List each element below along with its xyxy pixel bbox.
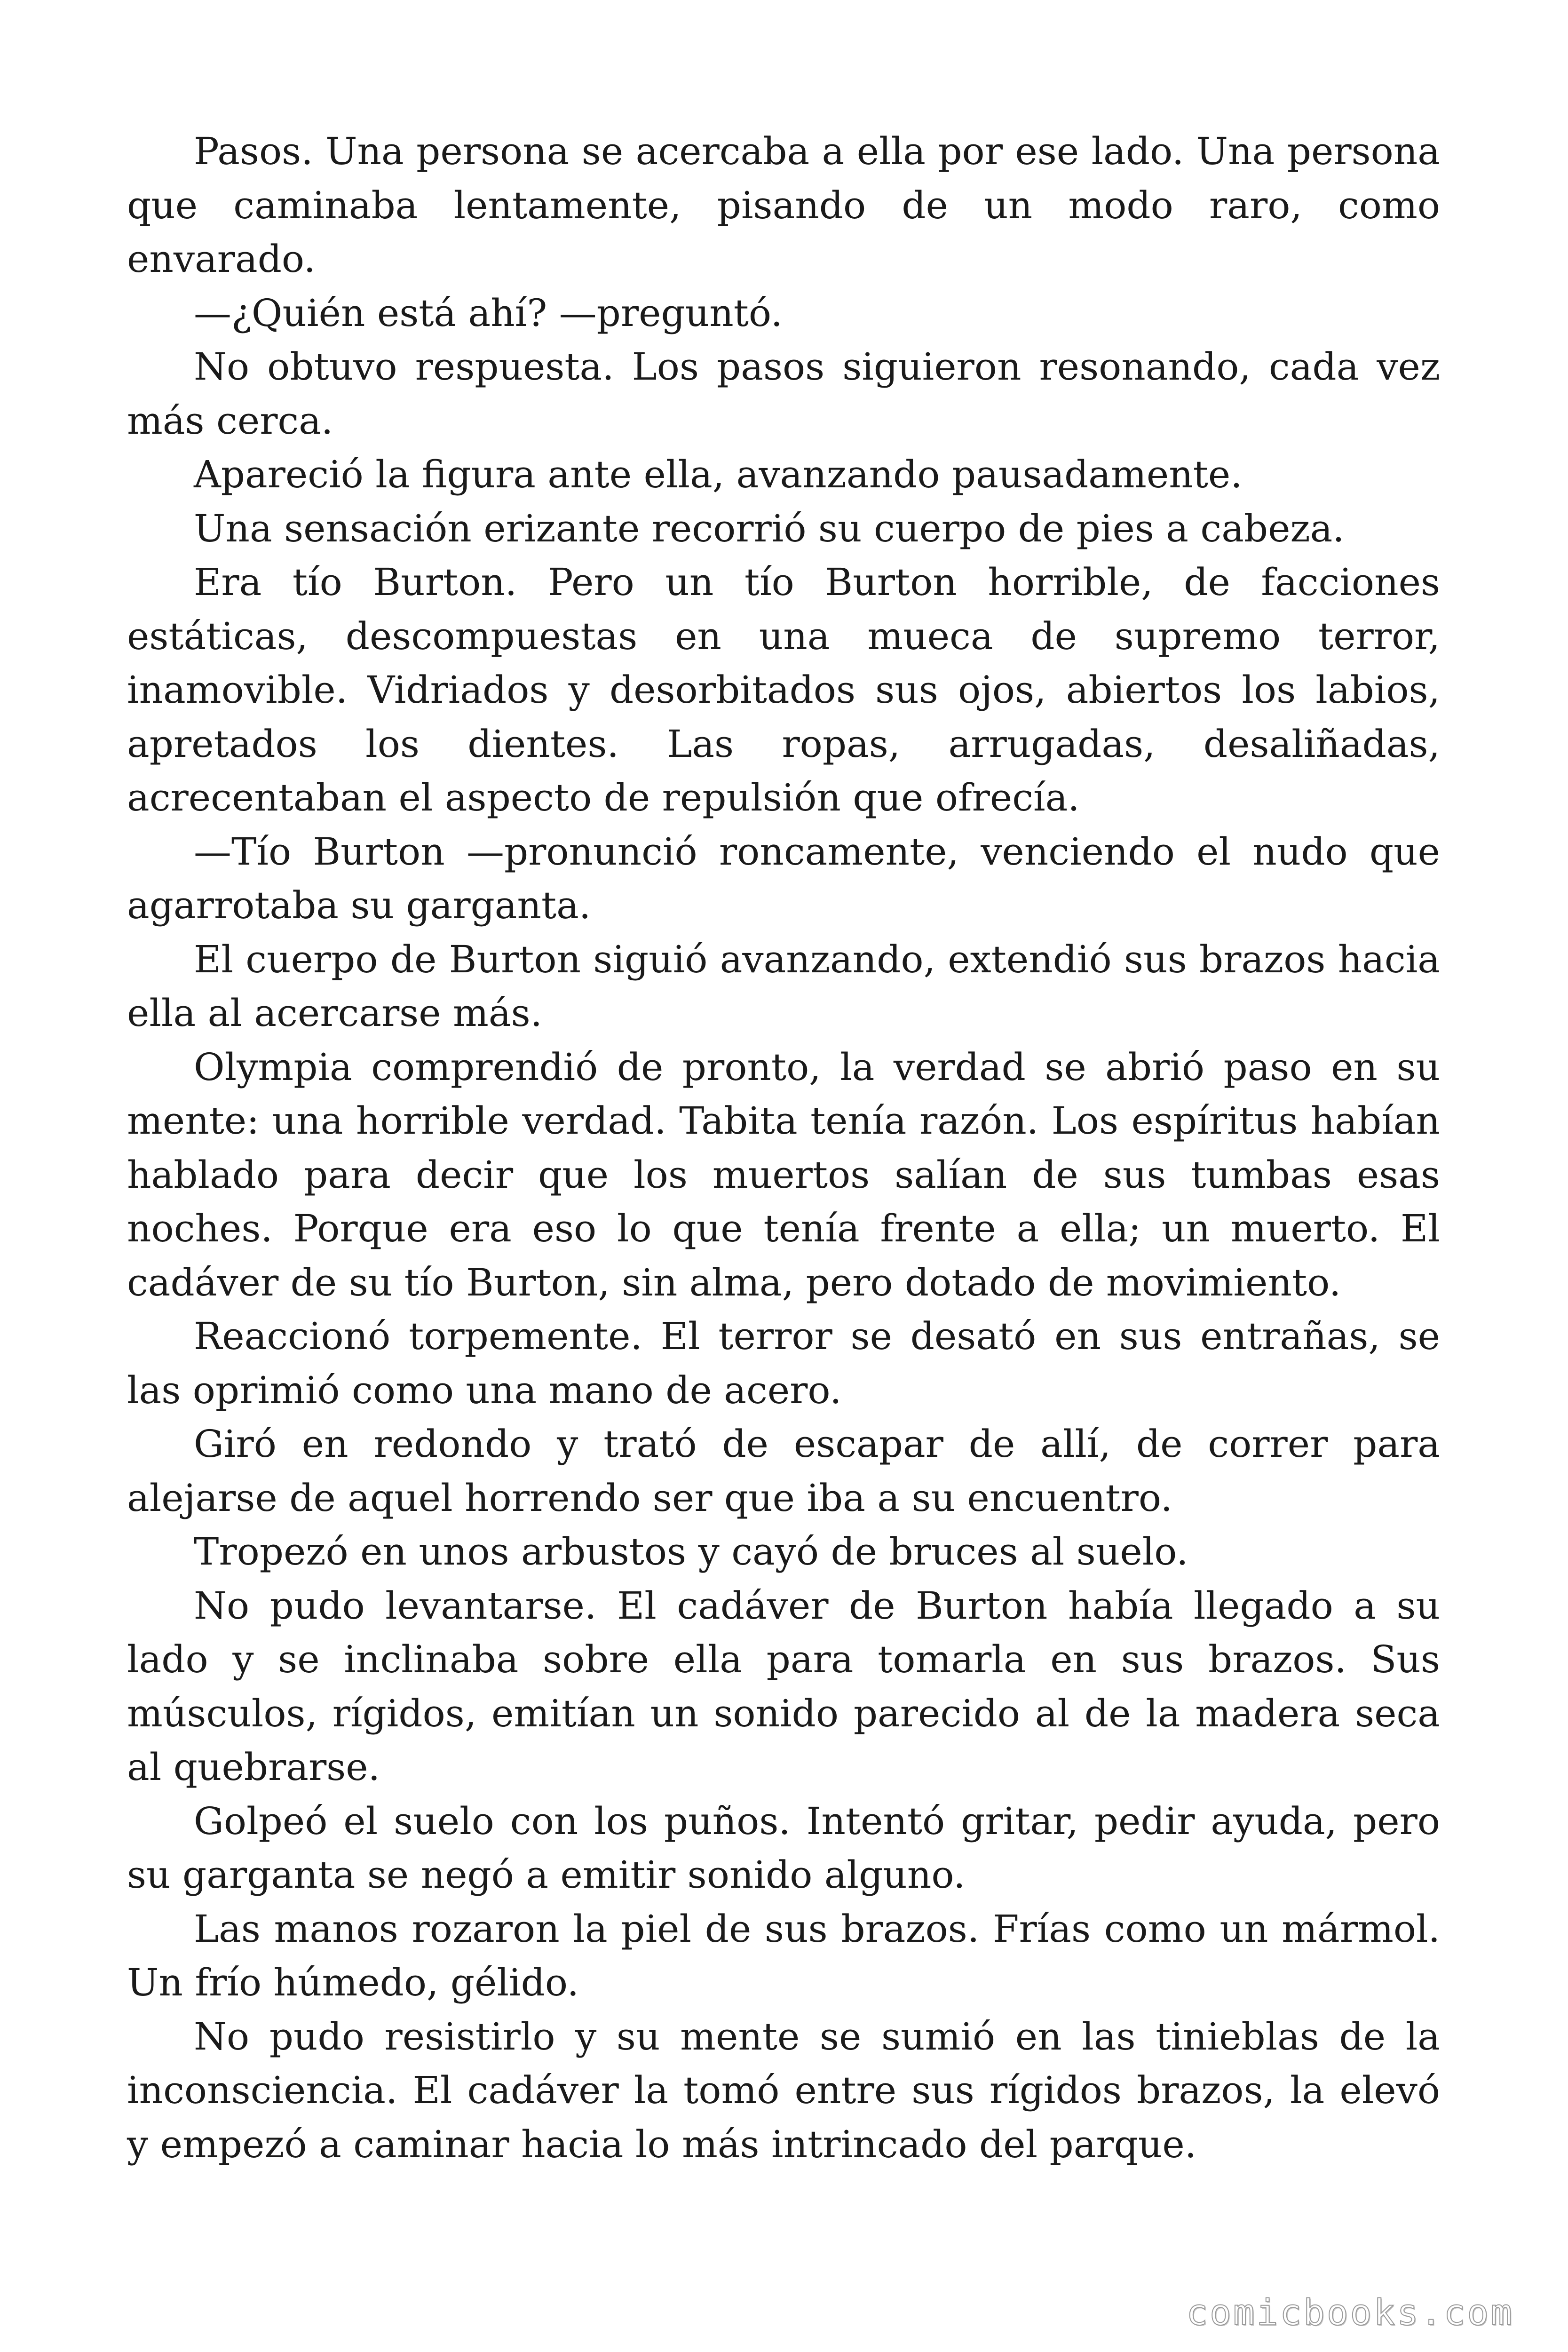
paragraph: El cuerpo de Burton siguió avanzando, extendió sus brazos hacia ella al acercarse más. [127,937,1440,1035]
page-body [127,125,1440,2171]
paragraph: No pudo levantarse. El cadáver de Burton había llegado a su lado y se inclinaba sobre ella para tomarla en sus brazos. Sus músculos, rígidos, emitían un sonido parecido al de la madera seca al quebrarse. [127,1583,1440,1789]
paragraph: Era tío Burton. Pero un tío Burton horrible, de facciones estáticas, descompuestas en una mueca de supremo terror, inamovible. Vidriados y desorbitados sus ojos, abiertos los labios, apretados los dientes. Las ropas, arrugadas, desaliñadas, acrecentaban el aspecto de repulsión que ofrecía. [127,560,1440,819]
paragraph: Pasos. Una persona se acercaba a ella por ese lado. Una persona que caminaba lentamente, pisando de un modo raro, como envarado. [127,129,1440,281]
paragraph: Olympia comprendió de pronto, la verdad se abrió paso en su mente: una horrible verdad. Tabita tenía razón. Los espíritus habían hablado para decir que los muertos salían de sus tumbas esas noches. Porque era eso lo que tenía frente a ella; un muerto. El cadáver de su tío Burton, sin alma, pero dotado de movimiento. [127,1045,1440,1304]
paragraph: No pudo resistirlo y su mente se sumió en las tinieblas de la inconsciencia. El cadáver la tomó entre sus rígidos brazos, la elevó y empezó a caminar hacia lo más intrincado del parque. [127,2014,1440,2166]
paragraph: —Tío Burton —pronunció roncamente, venciendo el nudo que agarrotaba su garganta. [127,829,1440,927]
paragraph: Las manos rozaron la piel de sus brazos. Frías como un mármol. Un frío húmedo, gélido. [127,1907,1440,2004]
paragraph: Tropezó en unos arbustos y cayó de bruces al suelo. [194,1530,1188,1573]
paragraph: Golpeó el suelo con los puños. Intentó gritar, pedir ayuda, pero su garganta se negó a emitir sonido alguno. [127,1799,1440,1897]
paragraph: No obtuvo respuesta. Los pasos siguieron resonando, cada vez más cerca. [127,345,1440,443]
watermark: comicbooks.com [1186,2291,1514,2333]
paragraph: —¿Quién está ahí? —preguntó. [194,291,783,335]
paragraph: Apareció la figura ante ella, avanzando pausadamente. [194,453,1243,496]
paragraph: Reaccionó torpemente. El terror se desató en sus entrañas, se las oprimió como una mano de acero. [127,1314,1440,1412]
paragraph: Una sensación erizante recorrió su cuerpo de pies a cabeza. [194,506,1345,550]
paragraph: Giró en redondo y trató de escapar de allí, de correr para alejarse de aquel horrendo ser que iba a su encuentro. [127,1422,1440,1520]
